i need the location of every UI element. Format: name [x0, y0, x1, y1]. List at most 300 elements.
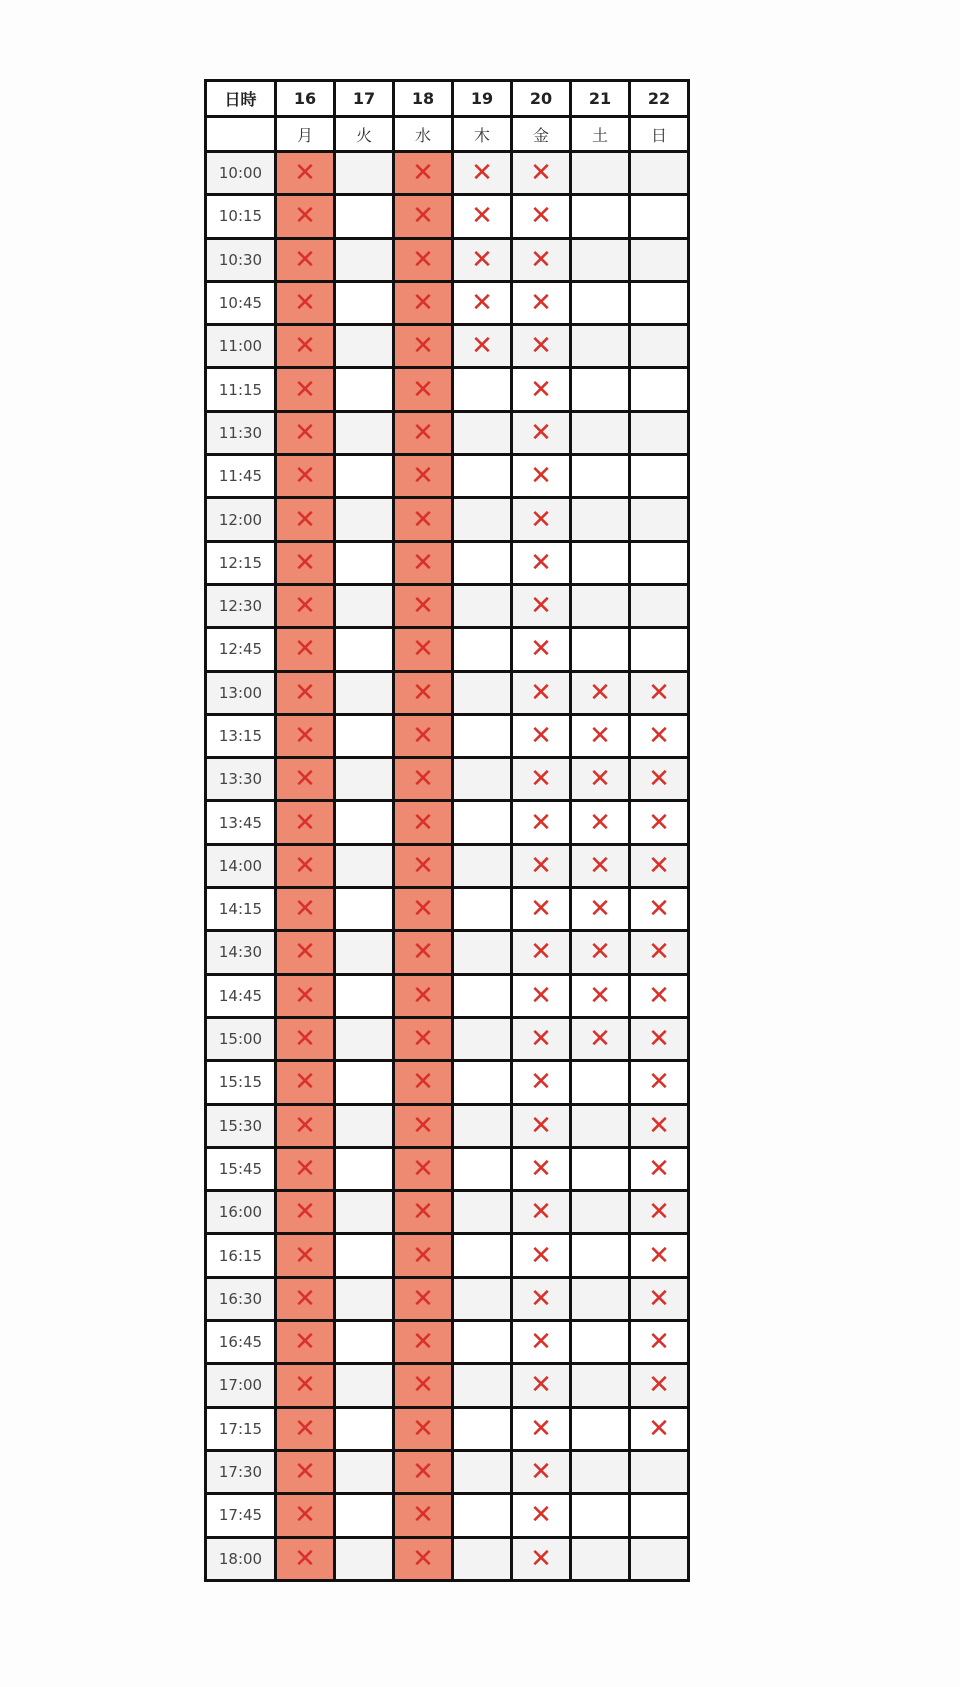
slot-cell-unavailable — [276, 758, 335, 801]
slot-cell-unavailable — [394, 1191, 453, 1234]
slot-cell-available[interactable] — [335, 801, 394, 844]
slot-cell-available[interactable] — [453, 1364, 512, 1407]
time-slot-row — [206, 801, 689, 844]
slot-cell-available[interactable] — [335, 152, 394, 195]
slot-cell-available[interactable] — [335, 238, 394, 281]
slot-cell-available[interactable] — [335, 844, 394, 887]
slot-cell-available[interactable] — [453, 1017, 512, 1060]
slot-cell-unavailable — [571, 931, 630, 974]
time-label: 18:00 — [206, 1537, 276, 1580]
slot-cell-unavailable — [512, 411, 571, 454]
date-header-21: 21 — [571, 81, 630, 117]
slot-cell-available[interactable] — [630, 498, 689, 541]
unavailable-x-icon: ✕ — [530, 417, 552, 448]
slot-cell-available[interactable] — [630, 628, 689, 671]
slot-cell-available[interactable] — [453, 801, 512, 844]
slot-cell-unavailable — [453, 325, 512, 368]
slot-cell-available[interactable] — [335, 974, 394, 1017]
slot-cell-unavailable — [512, 1147, 571, 1190]
slot-cell-unavailable — [630, 1321, 689, 1364]
unavailable-x-icon: ✕ — [530, 850, 552, 881]
unavailable-x-icon: ✕ — [294, 1067, 316, 1098]
slot-cell-available[interactable] — [453, 974, 512, 1017]
slot-cell-unavailable — [276, 671, 335, 714]
slot-cell-available[interactable] — [335, 1494, 394, 1537]
unavailable-x-icon: ✕ — [294, 374, 316, 405]
unavailable-x-icon: ✕ — [412, 721, 434, 751]
slot-cell-available[interactable] — [630, 1494, 689, 1537]
slot-cell-unavailable — [276, 541, 335, 584]
slot-cell-available[interactable] — [453, 714, 512, 757]
date-header-17: 17 — [335, 81, 394, 117]
slot-cell-unavailable — [512, 455, 571, 498]
unavailable-x-icon: ✕ — [530, 201, 552, 232]
time-label: 16:45 — [206, 1321, 276, 1364]
unavailable-x-icon: ✕ — [412, 244, 434, 275]
slot-cell-available[interactable] — [571, 455, 630, 498]
unavailable-x-icon: ✕ — [530, 1067, 552, 1098]
time-label: 10:15 — [206, 195, 276, 238]
unavailable-x-icon: ✕ — [530, 1500, 552, 1531]
time-slot-row — [206, 1104, 689, 1147]
time-label: 16:15 — [206, 1234, 276, 1277]
slot-cell-available[interactable] — [453, 888, 512, 931]
slot-cell-unavailable — [394, 281, 453, 324]
time-slot-row — [206, 1364, 689, 1407]
unavailable-x-icon: ✕ — [294, 1327, 316, 1358]
slot-cell-unavailable — [512, 1364, 571, 1407]
slot-cell-unavailable — [512, 1494, 571, 1537]
time-label: 15:45 — [206, 1147, 276, 1190]
unavailable-x-icon: ✕ — [530, 1543, 552, 1574]
weekday-header-row — [206, 117, 689, 152]
unavailable-x-icon: ✕ — [412, 980, 434, 1011]
slot-cell-unavailable — [512, 758, 571, 801]
unavailable-x-icon: ✕ — [589, 677, 611, 708]
unavailable-x-icon: ✕ — [294, 1197, 316, 1228]
slot-cell-available[interactable] — [630, 411, 689, 454]
slot-cell-unavailable — [512, 1061, 571, 1104]
unavailable-x-icon: ✕ — [530, 504, 552, 535]
slot-cell-unavailable — [394, 1147, 453, 1190]
unavailable-x-icon: ✕ — [471, 331, 493, 362]
unavailable-x-icon: ✕ — [412, 894, 434, 925]
time-label: 12:00 — [206, 498, 276, 541]
unavailable-x-icon: ✕ — [412, 201, 434, 232]
slot-cell-unavailable — [394, 1537, 453, 1580]
slot-cell-available[interactable] — [453, 1321, 512, 1364]
slot-cell-available[interactable] — [335, 1191, 394, 1234]
slot-cell-available[interactable] — [335, 1407, 394, 1450]
unavailable-x-icon: ✕ — [471, 288, 493, 319]
time-slot-row — [206, 931, 689, 974]
slot-cell-available[interactable] — [571, 1191, 630, 1234]
slot-cell-available[interactable] — [571, 1494, 630, 1537]
unavailable-x-icon: ✕ — [648, 721, 670, 751]
slot-cell-available[interactable] — [571, 628, 630, 671]
unavailable-x-icon: ✕ — [294, 894, 316, 925]
time-label: 14:00 — [206, 844, 276, 887]
slot-cell-unavailable — [394, 325, 453, 368]
slot-cell-available[interactable] — [571, 325, 630, 368]
unavailable-x-icon: ✕ — [412, 1327, 434, 1358]
slot-cell-unavailable — [276, 498, 335, 541]
slot-cell-unavailable — [394, 974, 453, 1017]
time-slot-body — [206, 152, 689, 1581]
slot-cell-available[interactable] — [335, 1147, 394, 1190]
slot-cell-available[interactable] — [335, 541, 394, 584]
slot-cell-unavailable — [630, 1147, 689, 1190]
slot-cell-available[interactable] — [335, 281, 394, 324]
time-label: 14:15 — [206, 888, 276, 931]
time-slot-row — [206, 1450, 689, 1493]
date-header-16: 16 — [276, 81, 335, 117]
slot-cell-unavailable — [394, 628, 453, 671]
slot-cell-available[interactable] — [630, 541, 689, 584]
time-label: 12:45 — [206, 628, 276, 671]
time-slot-row — [206, 1321, 689, 1364]
slot-cell-available[interactable] — [571, 1407, 630, 1450]
unavailable-x-icon: ✕ — [294, 331, 316, 362]
slot-cell-available[interactable] — [453, 498, 512, 541]
weekday-header-18: 水 — [394, 117, 453, 152]
time-label: 13:30 — [206, 758, 276, 801]
slot-cell-available[interactable] — [453, 584, 512, 627]
slot-cell-unavailable — [571, 888, 630, 931]
slot-cell-unavailable — [276, 931, 335, 974]
slot-cell-unavailable — [276, 1407, 335, 1450]
slot-cell-available[interactable] — [453, 1061, 512, 1104]
slot-cell-available[interactable] — [571, 1364, 630, 1407]
unavailable-x-icon: ✕ — [530, 764, 552, 795]
time-slot-row — [206, 844, 689, 887]
unavailable-x-icon: ✕ — [530, 1457, 552, 1488]
unavailable-x-icon: ✕ — [412, 1370, 434, 1401]
slot-cell-available[interactable] — [335, 671, 394, 714]
slot-cell-available[interactable] — [453, 671, 512, 714]
slot-cell-available[interactable] — [335, 1537, 394, 1580]
unavailable-x-icon: ✕ — [412, 807, 434, 838]
unavailable-x-icon: ✕ — [648, 850, 670, 881]
unavailable-x-icon: ✕ — [530, 1110, 552, 1141]
slot-cell-available[interactable] — [630, 195, 689, 238]
slot-cell-available[interactable] — [453, 1494, 512, 1537]
unavailable-x-icon: ✕ — [589, 807, 611, 838]
slot-cell-unavailable — [394, 671, 453, 714]
slot-cell-unavailable — [276, 195, 335, 238]
slot-cell-available[interactable] — [571, 411, 630, 454]
unavailable-x-icon: ✕ — [648, 1413, 670, 1444]
slot-cell-available[interactable] — [571, 1234, 630, 1277]
slot-cell-available[interactable] — [453, 1277, 512, 1320]
slot-cell-available[interactable] — [335, 888, 394, 931]
unavailable-x-icon: ✕ — [294, 1457, 316, 1488]
unavailable-x-icon: ✕ — [530, 1370, 552, 1401]
slot-cell-available[interactable] — [571, 238, 630, 281]
availability-table — [204, 79, 690, 1582]
slot-cell-unavailable — [276, 1017, 335, 1060]
unavailable-x-icon: ✕ — [294, 591, 316, 622]
slot-cell-unavailable — [512, 1537, 571, 1580]
unavailable-x-icon: ✕ — [530, 634, 552, 665]
slot-cell-available[interactable] — [630, 238, 689, 281]
slot-cell-unavailable — [394, 584, 453, 627]
slot-cell-available[interactable] — [335, 1234, 394, 1277]
slot-cell-unavailable — [630, 931, 689, 974]
slot-cell-unavailable — [512, 1407, 571, 1450]
time-slot-row — [206, 1277, 689, 1320]
slot-cell-unavailable — [453, 281, 512, 324]
slot-cell-unavailable — [276, 1061, 335, 1104]
time-label: 17:30 — [206, 1450, 276, 1493]
slot-cell-unavailable — [512, 498, 571, 541]
unavailable-x-icon: ✕ — [294, 1240, 316, 1271]
unavailable-x-icon: ✕ — [294, 158, 316, 189]
unavailable-x-icon: ✕ — [589, 1024, 611, 1055]
time-label: 15:30 — [206, 1104, 276, 1147]
unavailable-x-icon: ✕ — [530, 677, 552, 708]
unavailable-x-icon: ✕ — [648, 1153, 670, 1184]
slot-cell-unavailable — [512, 628, 571, 671]
slot-cell-unavailable — [276, 368, 335, 411]
time-slot-row — [206, 1494, 689, 1537]
time-slot-row — [206, 974, 689, 1017]
slot-cell-available[interactable] — [571, 195, 630, 238]
slot-cell-available[interactable] — [571, 584, 630, 627]
slot-cell-available[interactable] — [571, 1147, 630, 1190]
time-slot-row — [206, 152, 689, 195]
unavailable-x-icon: ✕ — [294, 1024, 316, 1055]
slot-cell-available[interactable] — [453, 1234, 512, 1277]
slot-cell-available[interactable] — [630, 584, 689, 627]
slot-cell-available[interactable] — [453, 1104, 512, 1147]
slot-cell-unavailable — [276, 1537, 335, 1580]
slot-cell-unavailable — [394, 498, 453, 541]
time-slot-row — [206, 758, 689, 801]
slot-cell-unavailable — [630, 888, 689, 931]
unavailable-x-icon: ✕ — [648, 894, 670, 925]
slot-cell-unavailable — [276, 1104, 335, 1147]
slot-cell-unavailable — [394, 801, 453, 844]
slot-cell-available[interactable] — [335, 1061, 394, 1104]
slot-cell-unavailable — [394, 1061, 453, 1104]
slot-cell-unavailable — [276, 714, 335, 757]
unavailable-x-icon: ✕ — [294, 634, 316, 665]
slot-cell-unavailable — [630, 1234, 689, 1277]
slot-cell-available[interactable] — [335, 455, 394, 498]
unavailable-x-icon: ✕ — [294, 1153, 316, 1184]
slot-cell-available[interactable] — [453, 368, 512, 411]
slot-cell-unavailable — [630, 714, 689, 757]
slot-cell-available[interactable] — [335, 628, 394, 671]
slot-cell-available[interactable] — [335, 1017, 394, 1060]
weekday-header-19: 木 — [453, 117, 512, 152]
slot-cell-available[interactable] — [630, 1450, 689, 1493]
date-header-19: 19 — [453, 81, 512, 117]
slot-cell-unavailable — [630, 1104, 689, 1147]
time-label: 17:15 — [206, 1407, 276, 1450]
slot-cell-available[interactable] — [571, 1061, 630, 1104]
slot-cell-available[interactable] — [571, 498, 630, 541]
slot-cell-unavailable — [571, 974, 630, 1017]
unavailable-x-icon: ✕ — [648, 764, 670, 795]
slot-cell-unavailable — [276, 1364, 335, 1407]
slot-cell-available[interactable] — [453, 1147, 512, 1190]
unavailable-x-icon: ✕ — [294, 721, 316, 751]
time-label: 12:15 — [206, 541, 276, 584]
slot-cell-unavailable — [453, 195, 512, 238]
date-header-18: 18 — [394, 81, 453, 117]
slot-cell-unavailable — [276, 844, 335, 887]
slot-cell-available[interactable] — [630, 455, 689, 498]
slot-cell-available[interactable] — [571, 368, 630, 411]
unavailable-x-icon: ✕ — [530, 1283, 552, 1314]
unavailable-x-icon: ✕ — [530, 331, 552, 362]
unavailable-x-icon: ✕ — [589, 850, 611, 881]
slot-cell-unavailable — [276, 628, 335, 671]
slot-cell-available[interactable] — [335, 1450, 394, 1493]
slot-cell-unavailable — [276, 1277, 335, 1320]
slot-cell-unavailable — [276, 455, 335, 498]
slot-cell-available[interactable] — [571, 281, 630, 324]
unavailable-x-icon: ✕ — [294, 1110, 316, 1141]
unavailable-x-icon: ✕ — [412, 1283, 434, 1314]
unavailable-x-icon: ✕ — [412, 547, 434, 578]
slot-cell-unavailable — [394, 1494, 453, 1537]
time-slot-row — [206, 1234, 689, 1277]
unavailable-x-icon: ✕ — [412, 677, 434, 708]
unavailable-x-icon: ✕ — [530, 244, 552, 275]
unavailable-x-icon: ✕ — [530, 1240, 552, 1271]
unavailable-x-icon: ✕ — [294, 850, 316, 881]
unavailable-x-icon: ✕ — [530, 1153, 552, 1184]
slot-cell-available[interactable] — [335, 498, 394, 541]
slot-cell-available[interactable] — [453, 411, 512, 454]
slot-cell-unavailable — [276, 325, 335, 368]
unavailable-x-icon: ✕ — [294, 547, 316, 578]
unavailable-x-icon: ✕ — [648, 1197, 670, 1228]
slot-cell-available[interactable] — [453, 1191, 512, 1234]
unavailable-x-icon: ✕ — [589, 894, 611, 925]
slot-cell-available[interactable] — [335, 931, 394, 974]
slot-cell-available[interactable] — [335, 758, 394, 801]
slot-cell-unavailable — [630, 1407, 689, 1450]
unavailable-x-icon: ✕ — [589, 764, 611, 795]
time-label: 17:45 — [206, 1494, 276, 1537]
unavailable-x-icon: ✕ — [412, 937, 434, 968]
slot-cell-available[interactable] — [335, 195, 394, 238]
unavailable-x-icon: ✕ — [530, 980, 552, 1011]
slot-cell-available[interactable] — [571, 152, 630, 195]
slot-cell-available[interactable] — [453, 1537, 512, 1580]
slot-cell-unavailable — [630, 1277, 689, 1320]
time-label: 17:00 — [206, 1364, 276, 1407]
slot-cell-unavailable — [394, 714, 453, 757]
unavailable-x-icon: ✕ — [294, 764, 316, 795]
slot-cell-available[interactable] — [335, 1321, 394, 1364]
unavailable-x-icon: ✕ — [294, 677, 316, 708]
unavailable-x-icon: ✕ — [530, 1413, 552, 1444]
slot-cell-available[interactable] — [630, 281, 689, 324]
unavailable-x-icon: ✕ — [294, 461, 316, 492]
slot-cell-unavailable — [512, 671, 571, 714]
slot-cell-available[interactable] — [453, 455, 512, 498]
slot-cell-available[interactable] — [453, 1407, 512, 1450]
unavailable-x-icon: ✕ — [530, 374, 552, 405]
weekday-header-22: 日 — [630, 117, 689, 152]
unavailable-x-icon: ✕ — [412, 1024, 434, 1055]
date-header-22: 22 — [630, 81, 689, 117]
slot-cell-available[interactable] — [571, 1450, 630, 1493]
slot-cell-unavailable — [630, 1061, 689, 1104]
slot-cell-available[interactable] — [453, 541, 512, 584]
slot-cell-unavailable — [512, 1104, 571, 1147]
unavailable-x-icon: ✕ — [471, 158, 493, 189]
slot-cell-available[interactable] — [630, 152, 689, 195]
slot-cell-unavailable — [512, 1450, 571, 1493]
unavailable-x-icon: ✕ — [294, 1413, 316, 1444]
slot-cell-available[interactable] — [335, 714, 394, 757]
slot-cell-available[interactable] — [571, 1537, 630, 1580]
slot-cell-available[interactable] — [630, 1537, 689, 1580]
unavailable-x-icon: ✕ — [294, 1283, 316, 1314]
slot-cell-available[interactable] — [335, 1277, 394, 1320]
slot-cell-available[interactable] — [335, 368, 394, 411]
slot-cell-available[interactable] — [335, 1364, 394, 1407]
time-label: 13:15 — [206, 714, 276, 757]
slot-cell-available[interactable] — [453, 931, 512, 974]
slot-cell-unavailable — [276, 801, 335, 844]
unavailable-x-icon: ✕ — [648, 1327, 670, 1358]
time-slot-row — [206, 455, 689, 498]
unavailable-x-icon: ✕ — [294, 937, 316, 968]
unavailable-x-icon: ✕ — [648, 1024, 670, 1055]
slot-cell-available[interactable] — [453, 1450, 512, 1493]
slot-cell-unavailable — [276, 152, 335, 195]
slot-cell-available[interactable] — [571, 541, 630, 584]
slot-cell-available[interactable] — [571, 1321, 630, 1364]
slot-cell-available[interactable] — [571, 1277, 630, 1320]
slot-cell-unavailable — [394, 888, 453, 931]
slot-cell-available[interactable] — [453, 758, 512, 801]
slot-cell-unavailable — [276, 1450, 335, 1493]
slot-cell-unavailable — [512, 931, 571, 974]
unavailable-x-icon: ✕ — [294, 288, 316, 319]
slot-cell-available[interactable] — [453, 628, 512, 671]
slot-cell-unavailable — [394, 844, 453, 887]
slot-cell-available[interactable] — [335, 584, 394, 627]
slot-cell-unavailable — [394, 368, 453, 411]
slot-cell-available[interactable] — [335, 325, 394, 368]
slot-cell-available[interactable] — [335, 411, 394, 454]
slot-cell-available[interactable] — [453, 844, 512, 887]
unavailable-x-icon: ✕ — [648, 677, 670, 708]
slot-cell-unavailable — [512, 584, 571, 627]
time-slot-row — [206, 888, 689, 931]
slot-cell-unavailable — [512, 1234, 571, 1277]
unavailable-x-icon: ✕ — [412, 850, 434, 881]
slot-cell-available[interactable] — [335, 1104, 394, 1147]
unavailable-x-icon: ✕ — [648, 1067, 670, 1098]
slot-cell-unavailable — [630, 1191, 689, 1234]
slot-cell-available[interactable] — [571, 1104, 630, 1147]
slot-cell-available[interactable] — [630, 325, 689, 368]
weekday-header-17: 火 — [335, 117, 394, 152]
time-slot-row — [206, 1147, 689, 1190]
slot-cell-available[interactable] — [630, 368, 689, 411]
unavailable-x-icon: ✕ — [648, 807, 670, 838]
slot-cell-unavailable — [394, 1364, 453, 1407]
